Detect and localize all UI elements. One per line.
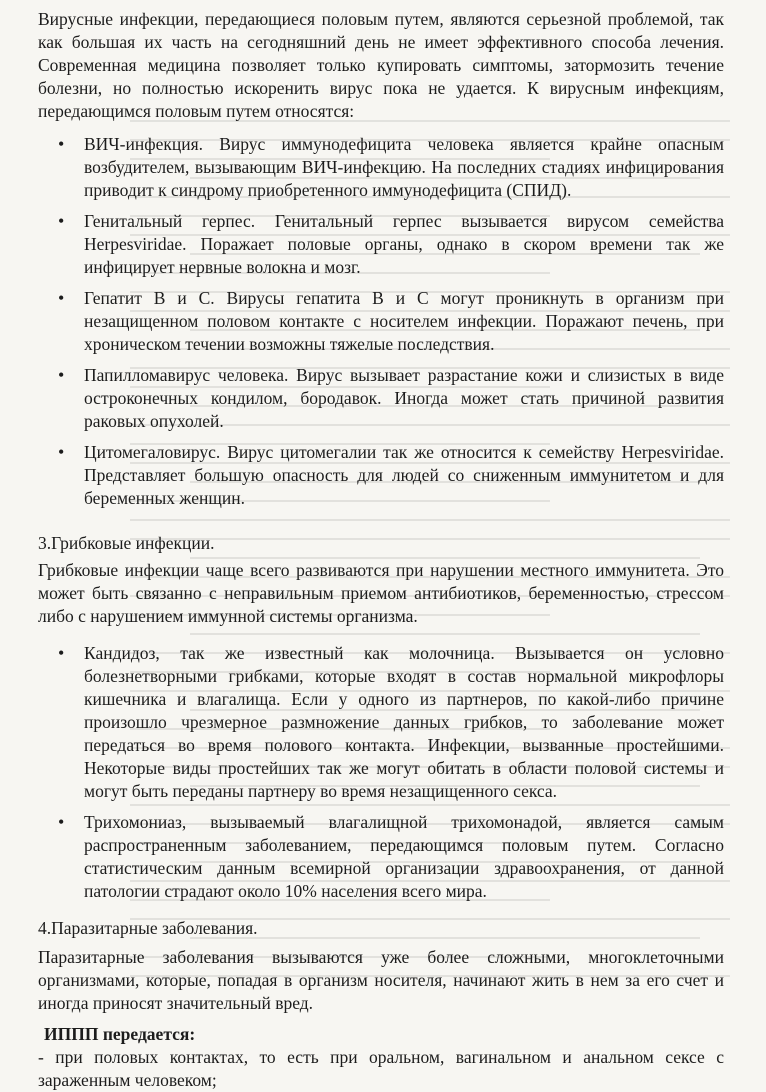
- fungal-infections-list: [38, 642, 724, 903]
- parasitic-paragraph: Паразитарные заболевания вызываются уже более сложными, многоклеточными организмами, которые, попадая в организм носителя, начинают жить в нем за его счет и иногда приносят значительный вред.: [38, 947, 724, 1013]
- document-body: [38, 8, 724, 1092]
- transmission-heading: ИППП передается:: [44, 1024, 196, 1044]
- fungal-section-title: 3.Грибковые инфекции.: [38, 533, 215, 553]
- list-item: • ВИЧ-инфекция. Вирус иммунодефицита человека является крайне опасным возбудителем, вызывающим ВИЧ-инфекцию. На последних стадиях инфицирования приводит к синдрому приобретенного иммунодефицита (СПИД).: [76, 133, 724, 202]
- list-item: • Цитомегаловирус. Вирус цитомегалии так же относится к семейству Herpesviridae. Представляет большую опасность для людей со сниженным иммунитетом и для беременных женщин.: [76, 441, 724, 510]
- list-item: • Генитальный герпес. Генитальный герпес вызывается вирусом семейства Herpesviridae. Поражает половые органы, однако в скором времени так же инфицирует нервные волокна и мозг.: [76, 210, 724, 279]
- transmission-line: - при половых контактах, то есть при оральном, вагинальном и анальном сексе с зараженным человеком;: [38, 1047, 724, 1090]
- viral-infections-list: [38, 133, 724, 510]
- list-item: • Кандидоз, так же известный как молочница. Вызывается он условно болезнетворными грибками, которые входят в состав нормальной микрофлоры кишечника и влагалища. Если у одного из партнеров, по какой-либо причине произошло чрезмерное размножение данных грибков, то заболевание может передаться во время полового контакта. Инфекции, вызванные простейшими. Некоторые виды простейших так же могут обитать в области половой системы и могут быть переданы партнеру во время незащищенного секса.: [76, 642, 724, 803]
- fungal-paragraph: Грибковые инфекции чаще всего развиваются при нарушении местного иммунитета. Это может быть связанно с неправильным приемом антибиотиков, беременностью, стрессом либо с нарушением иммунной системы организма.: [38, 560, 724, 626]
- parasitic-section-title: 4.Паразитарные заболевания.: [38, 918, 258, 938]
- list-item: • Гепатит B и C. Вирусы гепатита B и C могут проникнуть в организм при незащищенном половом контакте с носителем инфекции. Поражают печень, при хроническом течении возможны тяжелые последствия.: [76, 287, 724, 356]
- list-item: • Папилломавирус человека. Вирус вызывает разрастание кожи и слизистых в виде остроконечных кондилом, бородавок. Иногда может стать причиной развития раковых опухолей.: [76, 364, 724, 433]
- list-item: • Трихомониаз, вызываемый влагалищной трихомонадой, является самым распространенным заболеванием, передающимся половым путем. Согласно статистическим данным всемирной организации здравоохранения, от данной патологии страдают около 10% населения всего мира.: [76, 811, 724, 903]
- viral-intro-paragraph: Вирусные инфекции, передающиеся половым путем, являются серьезной проблемой, так как большая их часть на сегодняшний день не имеет эффективного способа лечения. Современная медицина позволяет только купировать симптомы, затормозить течение болезни, но полностью искоренить вирус пока не удается. К вирусным инфекциям, передающимся половым путем относятся:: [38, 9, 724, 121]
